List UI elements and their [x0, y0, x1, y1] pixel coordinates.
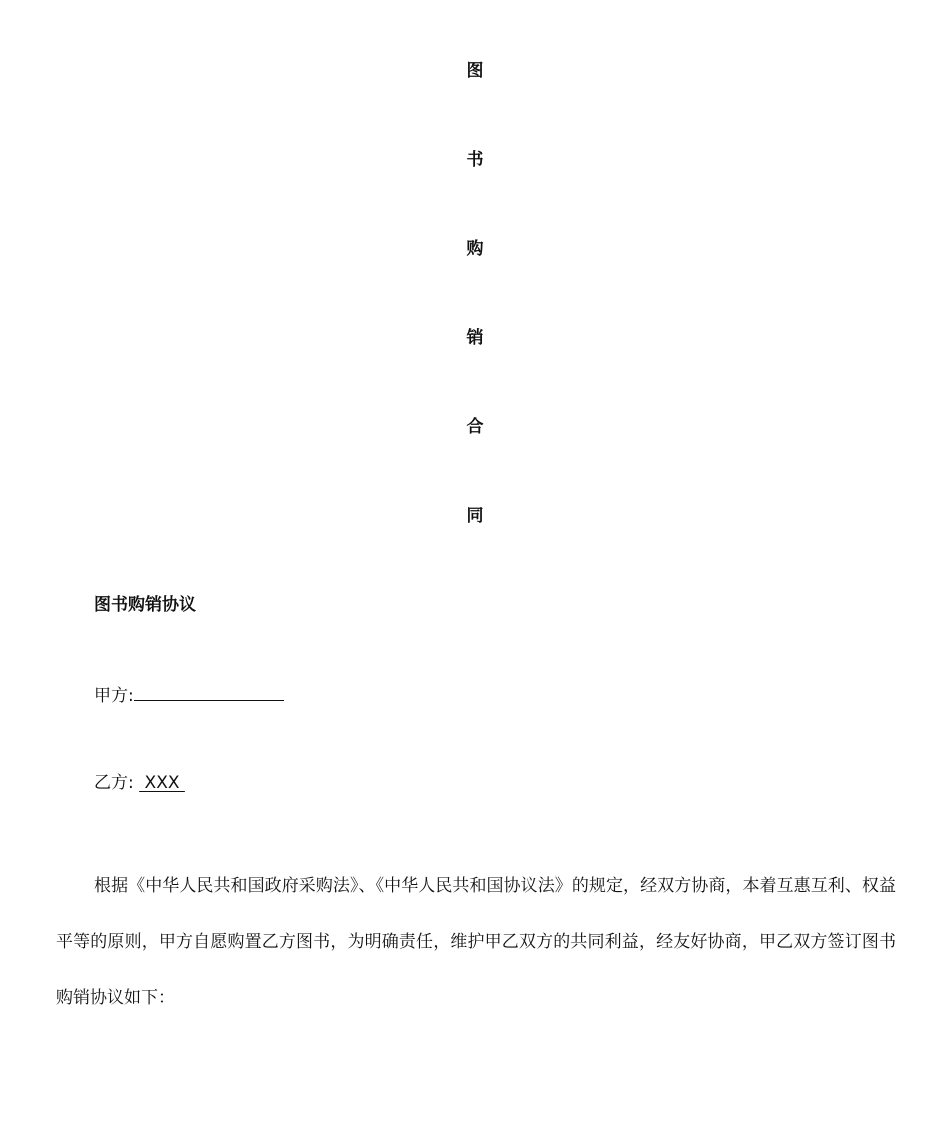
title-char-5: 合 — [466, 417, 484, 437]
section-heading: 图书购销协议 — [94, 595, 196, 615]
party-b-label: 乙方: — [94, 773, 140, 793]
party-b-value: XXX — [139, 773, 185, 793]
body-paragraph: 根据《中华人民共和国政府采购法》、《中华人民共和国协议法》的规定，经双方协商，本着互惠互利、权益平等的原则，甲方自愿购置乙方图书，为明确责任，维护甲乙双方的共同利益，经友好协商，甲乙双方签订图书购销协议如下： — [56, 876, 896, 1008]
title-char-2: 书 — [466, 150, 484, 170]
title-char-3: 购 — [466, 239, 484, 259]
title-char-1: 图 — [466, 61, 484, 81]
party-a-line — [94, 683, 284, 707]
party-b-line — [94, 772, 185, 794]
party-a-blank — [134, 683, 284, 701]
party-a-label: 甲方: — [94, 686, 134, 706]
title-char-6: 同 — [466, 506, 484, 526]
title-char-4: 销 — [466, 328, 484, 348]
